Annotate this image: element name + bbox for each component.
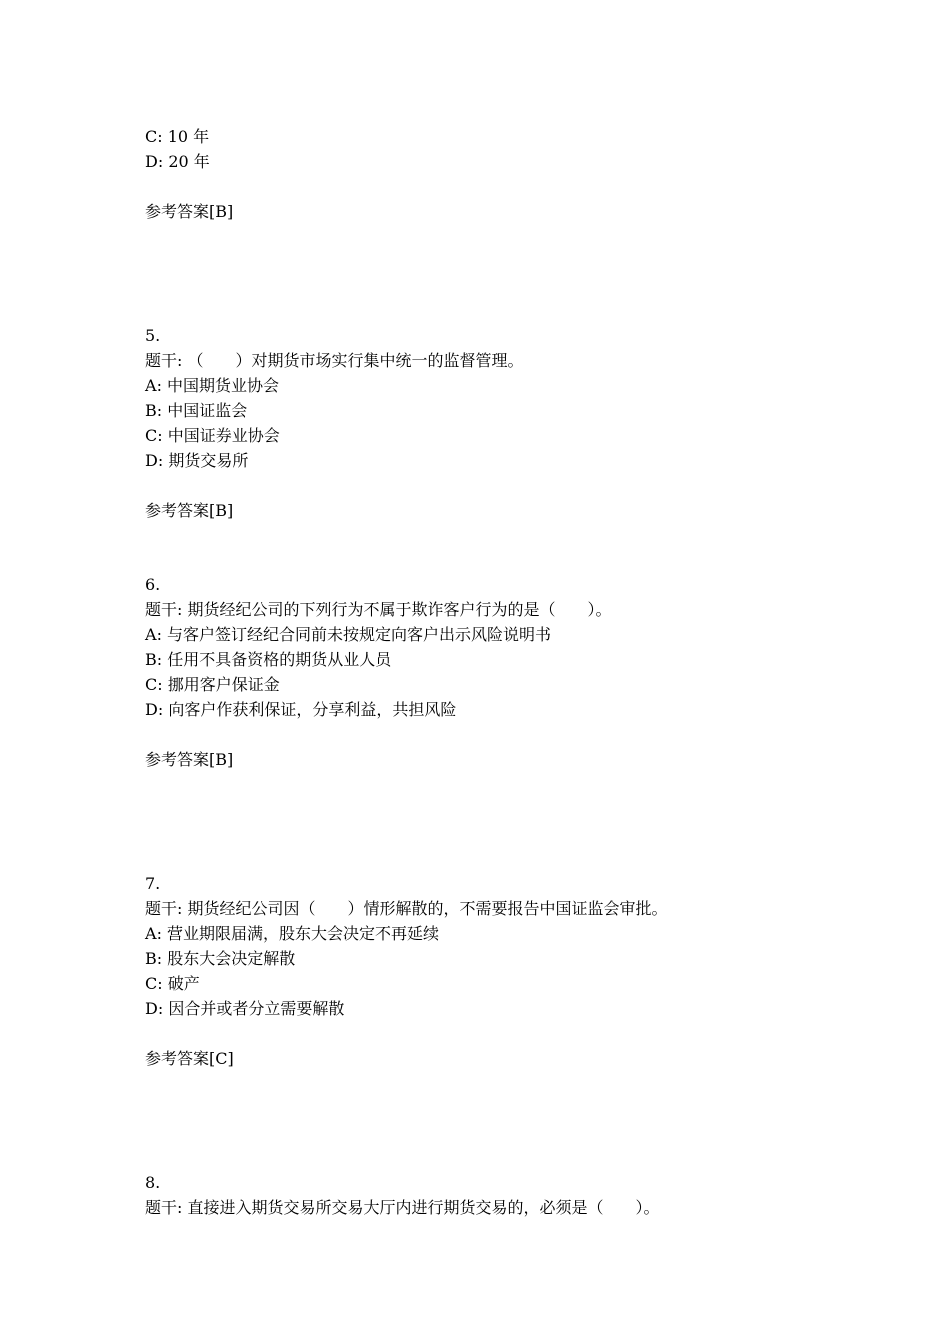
question-4-option-d: D: 20 年 xyxy=(145,152,210,171)
option-letter: C xyxy=(145,974,158,993)
option-letter: C xyxy=(145,426,158,445)
stem-text: 直接进入期货交易所交易大厅内进行期货交易的，必须是（ ）。 xyxy=(187,1198,660,1217)
answer-label: 参考答案 xyxy=(145,1049,210,1068)
answer-value: [B] xyxy=(209,501,234,520)
answer-label: 参考答案 xyxy=(145,750,210,769)
question-6-stem: 题干: 期货经纪公司的下列行为不属于欺诈客户行为的是（ ）。 xyxy=(145,600,612,619)
option-letter: B xyxy=(145,949,157,968)
option-text: 任用不具备资格的期货从业人员 xyxy=(167,650,392,669)
stem-label: 题干 xyxy=(145,600,178,619)
option-letter: D xyxy=(145,451,158,470)
option-letter: D xyxy=(145,152,158,171)
question-6-option-d: D: 向客户作获利保证，分享利益，共担风险 xyxy=(145,700,457,719)
question-8-number: 8. xyxy=(145,1173,161,1192)
question-7-stem: 题干: 期货经纪公司因（ ）情形解散的，不需要报告中国证监会审批。 xyxy=(145,899,668,918)
option-letter: B xyxy=(145,650,157,669)
question-6-option-a: A: 与客户签订经纪合同前未按规定向客户出示风险说明书 xyxy=(145,625,552,644)
option-text: 中国期货业协会 xyxy=(167,376,280,395)
question-4-answer xyxy=(145,202,233,222)
option-text: 与客户签订经纪合同前未按规定向客户出示风险说明书 xyxy=(167,625,552,644)
question-6-answer xyxy=(145,750,233,770)
option-text: 股东大会决定解散 xyxy=(167,949,296,968)
answer-value: [C] xyxy=(209,1049,234,1068)
question-5-option-d: D: 期货交易所 xyxy=(145,451,249,470)
question-5-stem: 题干: （ ）对期货市场实行集中统一的监督管理。 xyxy=(145,351,524,370)
option-letter: B xyxy=(145,401,157,420)
question-6-option-c: C: 挪用客户保证金 xyxy=(145,675,280,694)
stem-text: 期货经纪公司因（ ）情形解散的，不需要报告中国证监会审批。 xyxy=(187,899,668,918)
option-text: 向客户作获利保证，分享利益，共担风险 xyxy=(168,700,457,719)
question-7-option-a: A: 营业期限届满，股东大会决定不再延续 xyxy=(145,924,440,943)
stem-label: 题干 xyxy=(145,1198,178,1217)
question-5-option-b: B: 中国证监会 xyxy=(145,401,248,420)
option-letter: D xyxy=(145,700,158,719)
option-text: 中国证券业协会 xyxy=(167,426,280,445)
question-4-option-c: C: 10 年 xyxy=(145,127,210,146)
option-text: 中国证监会 xyxy=(167,401,248,420)
question-6-option-b: B: 任用不具备资格的期货从业人员 xyxy=(145,650,392,669)
question-5-option-c: C: 中国证券业协会 xyxy=(145,426,280,445)
question-7-answer xyxy=(145,1049,234,1069)
option-text: 因合并或者分立需要解散 xyxy=(168,999,345,1018)
question-7-option-d: D: 因合并或者分立需要解散 xyxy=(145,999,345,1018)
question-8-stem: 题干: 直接进入期货交易所交易大厅内进行期货交易的，必须是（ ）。 xyxy=(145,1198,660,1217)
option-letter: A xyxy=(145,625,157,644)
answer-value: [B] xyxy=(209,202,234,221)
answer-label: 参考答案 xyxy=(145,501,210,520)
option-text: 挪用客户保证金 xyxy=(167,675,280,694)
stem-label: 题干 xyxy=(145,351,178,370)
option-letter: C xyxy=(145,127,158,146)
option-text: 破产 xyxy=(167,974,200,993)
answer-label: 参考答案 xyxy=(145,202,210,221)
option-letter: A xyxy=(145,376,157,395)
option-text: 期货交易所 xyxy=(168,451,249,470)
stem-label: 题干 xyxy=(145,899,178,918)
option-letter: C xyxy=(145,675,158,694)
option-letter: A xyxy=(145,924,157,943)
stem-text: （ ）对期货市场实行集中统一的监督管理。 xyxy=(187,351,524,370)
option-text: 10 年 xyxy=(167,127,210,146)
stem-text: 期货经纪公司的下列行为不属于欺诈客户行为的是（ ）。 xyxy=(187,600,612,619)
option-text: 营业期限届满，股东大会决定不再延续 xyxy=(167,924,440,943)
question-5-option-a: A: 中国期货业协会 xyxy=(145,376,280,395)
option-letter: D xyxy=(145,999,158,1018)
answer-value: [B] xyxy=(209,750,234,769)
question-5-answer xyxy=(145,501,233,521)
question-7-option-c: C: 破产 xyxy=(145,974,200,993)
question-7-option-b: B: 股东大会决定解散 xyxy=(145,949,296,968)
question-6-number: 6. xyxy=(145,575,161,594)
option-text: 20 年 xyxy=(168,152,210,171)
question-7-number: 7. xyxy=(145,874,161,893)
question-5-number: 5. xyxy=(145,326,161,345)
